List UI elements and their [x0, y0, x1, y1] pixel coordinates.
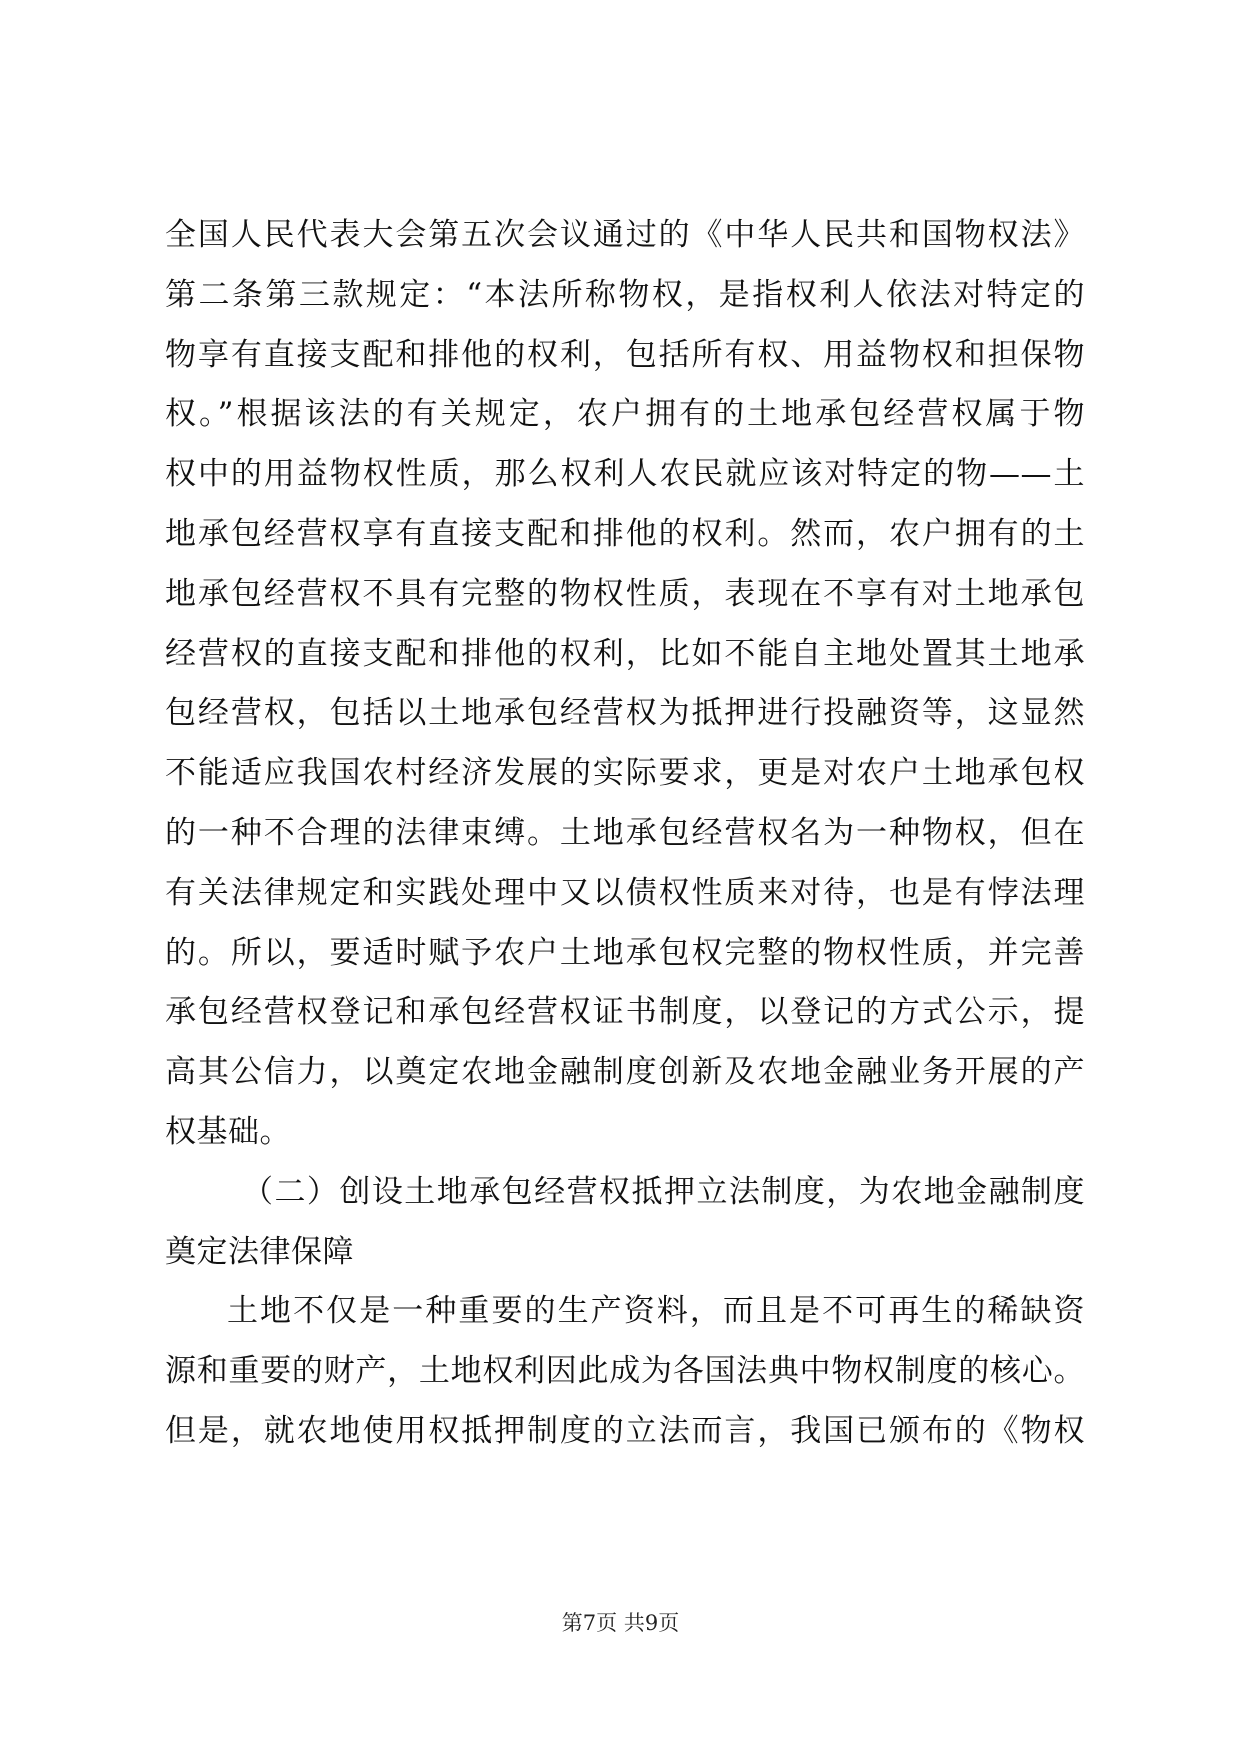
text-line: 物享有直接支配和排他的权利，包括所有权、用益物权和担保物 — [165, 336, 1085, 373]
paragraph-property-rights — [165, 206, 1085, 1163]
text-line: 的一种不合理的法律束缚。土地承包经营权名为一种物权，但在 — [165, 814, 1085, 851]
text-line: 全国人民代表大会第五次会议通过的《中华人民共和国物权法》 — [165, 217, 1085, 253]
section-heading-2 — [165, 1163, 1085, 1283]
text-line: 有关法律规定和实践处理中又以债权性质来对待，也是有悖法理 — [165, 874, 1085, 911]
text-line: 地承包经营权不具有完整的物权性质，表现在不享有对土地承包 — [165, 575, 1085, 612]
text-line: 权中的用益物权性质，那么权利人农民就应该对特定的物——土 — [165, 456, 1085, 493]
text-line: 不能适应我国农村经济发展的实际要求，更是对农户土地承包权 — [165, 755, 1085, 792]
text-line: 权。”根据该法的有关规定，农户拥有的土地承包经营权属于物 — [165, 396, 1085, 433]
text-line: 权基础。 — [165, 1113, 291, 1150]
text-line: 高其公信力，以奠定农地金融制度创新及农地金融业务开展的产 — [165, 1054, 1085, 1091]
text-line: 承包经营权登记和承包经营权证书制度，以登记的方式公示，提 — [165, 994, 1085, 1031]
text-line: 源和重要的财产，土地权利因此成为各国法典中物权制度的核心。 — [165, 1353, 1085, 1390]
text-line: 第二条第三款规定：“本法所称物权，是指权利人依法对特定的 — [165, 276, 1085, 313]
heading-line: 奠定法律保障 — [165, 1233, 354, 1270]
text-line: 经营权的直接支配和排他的权利，比如不能自主地处置其土地承 — [165, 635, 1085, 672]
heading-line: （二）创设土地承包经营权抵押立法制度，为农地金融制度 — [242, 1173, 1085, 1210]
page-number-indicator: 第7页 共9页 — [561, 1611, 680, 1635]
text-line: 包经营权，包括以土地承包经营权为抵押进行投融资等，这显然 — [165, 695, 1085, 732]
text-line: 土地不仅是一种重要的生产资料，而且是不可再生的稀缺资 — [227, 1293, 1085, 1330]
text-line: 的。所以，要适时赋予农户土地承包权完整的物权性质，并完善 — [165, 934, 1085, 971]
text-line: 但是，就农地使用权抵押制度的立法而言，我国已颁布的《物权 — [165, 1412, 1085, 1449]
page-footer — [0, 1608, 1241, 1638]
document-body — [165, 206, 1085, 1462]
text-line: 地承包经营权享有直接支配和排他的权利。然而，农户拥有的土 — [165, 515, 1085, 552]
paragraph-land-scarcity — [165, 1282, 1085, 1461]
